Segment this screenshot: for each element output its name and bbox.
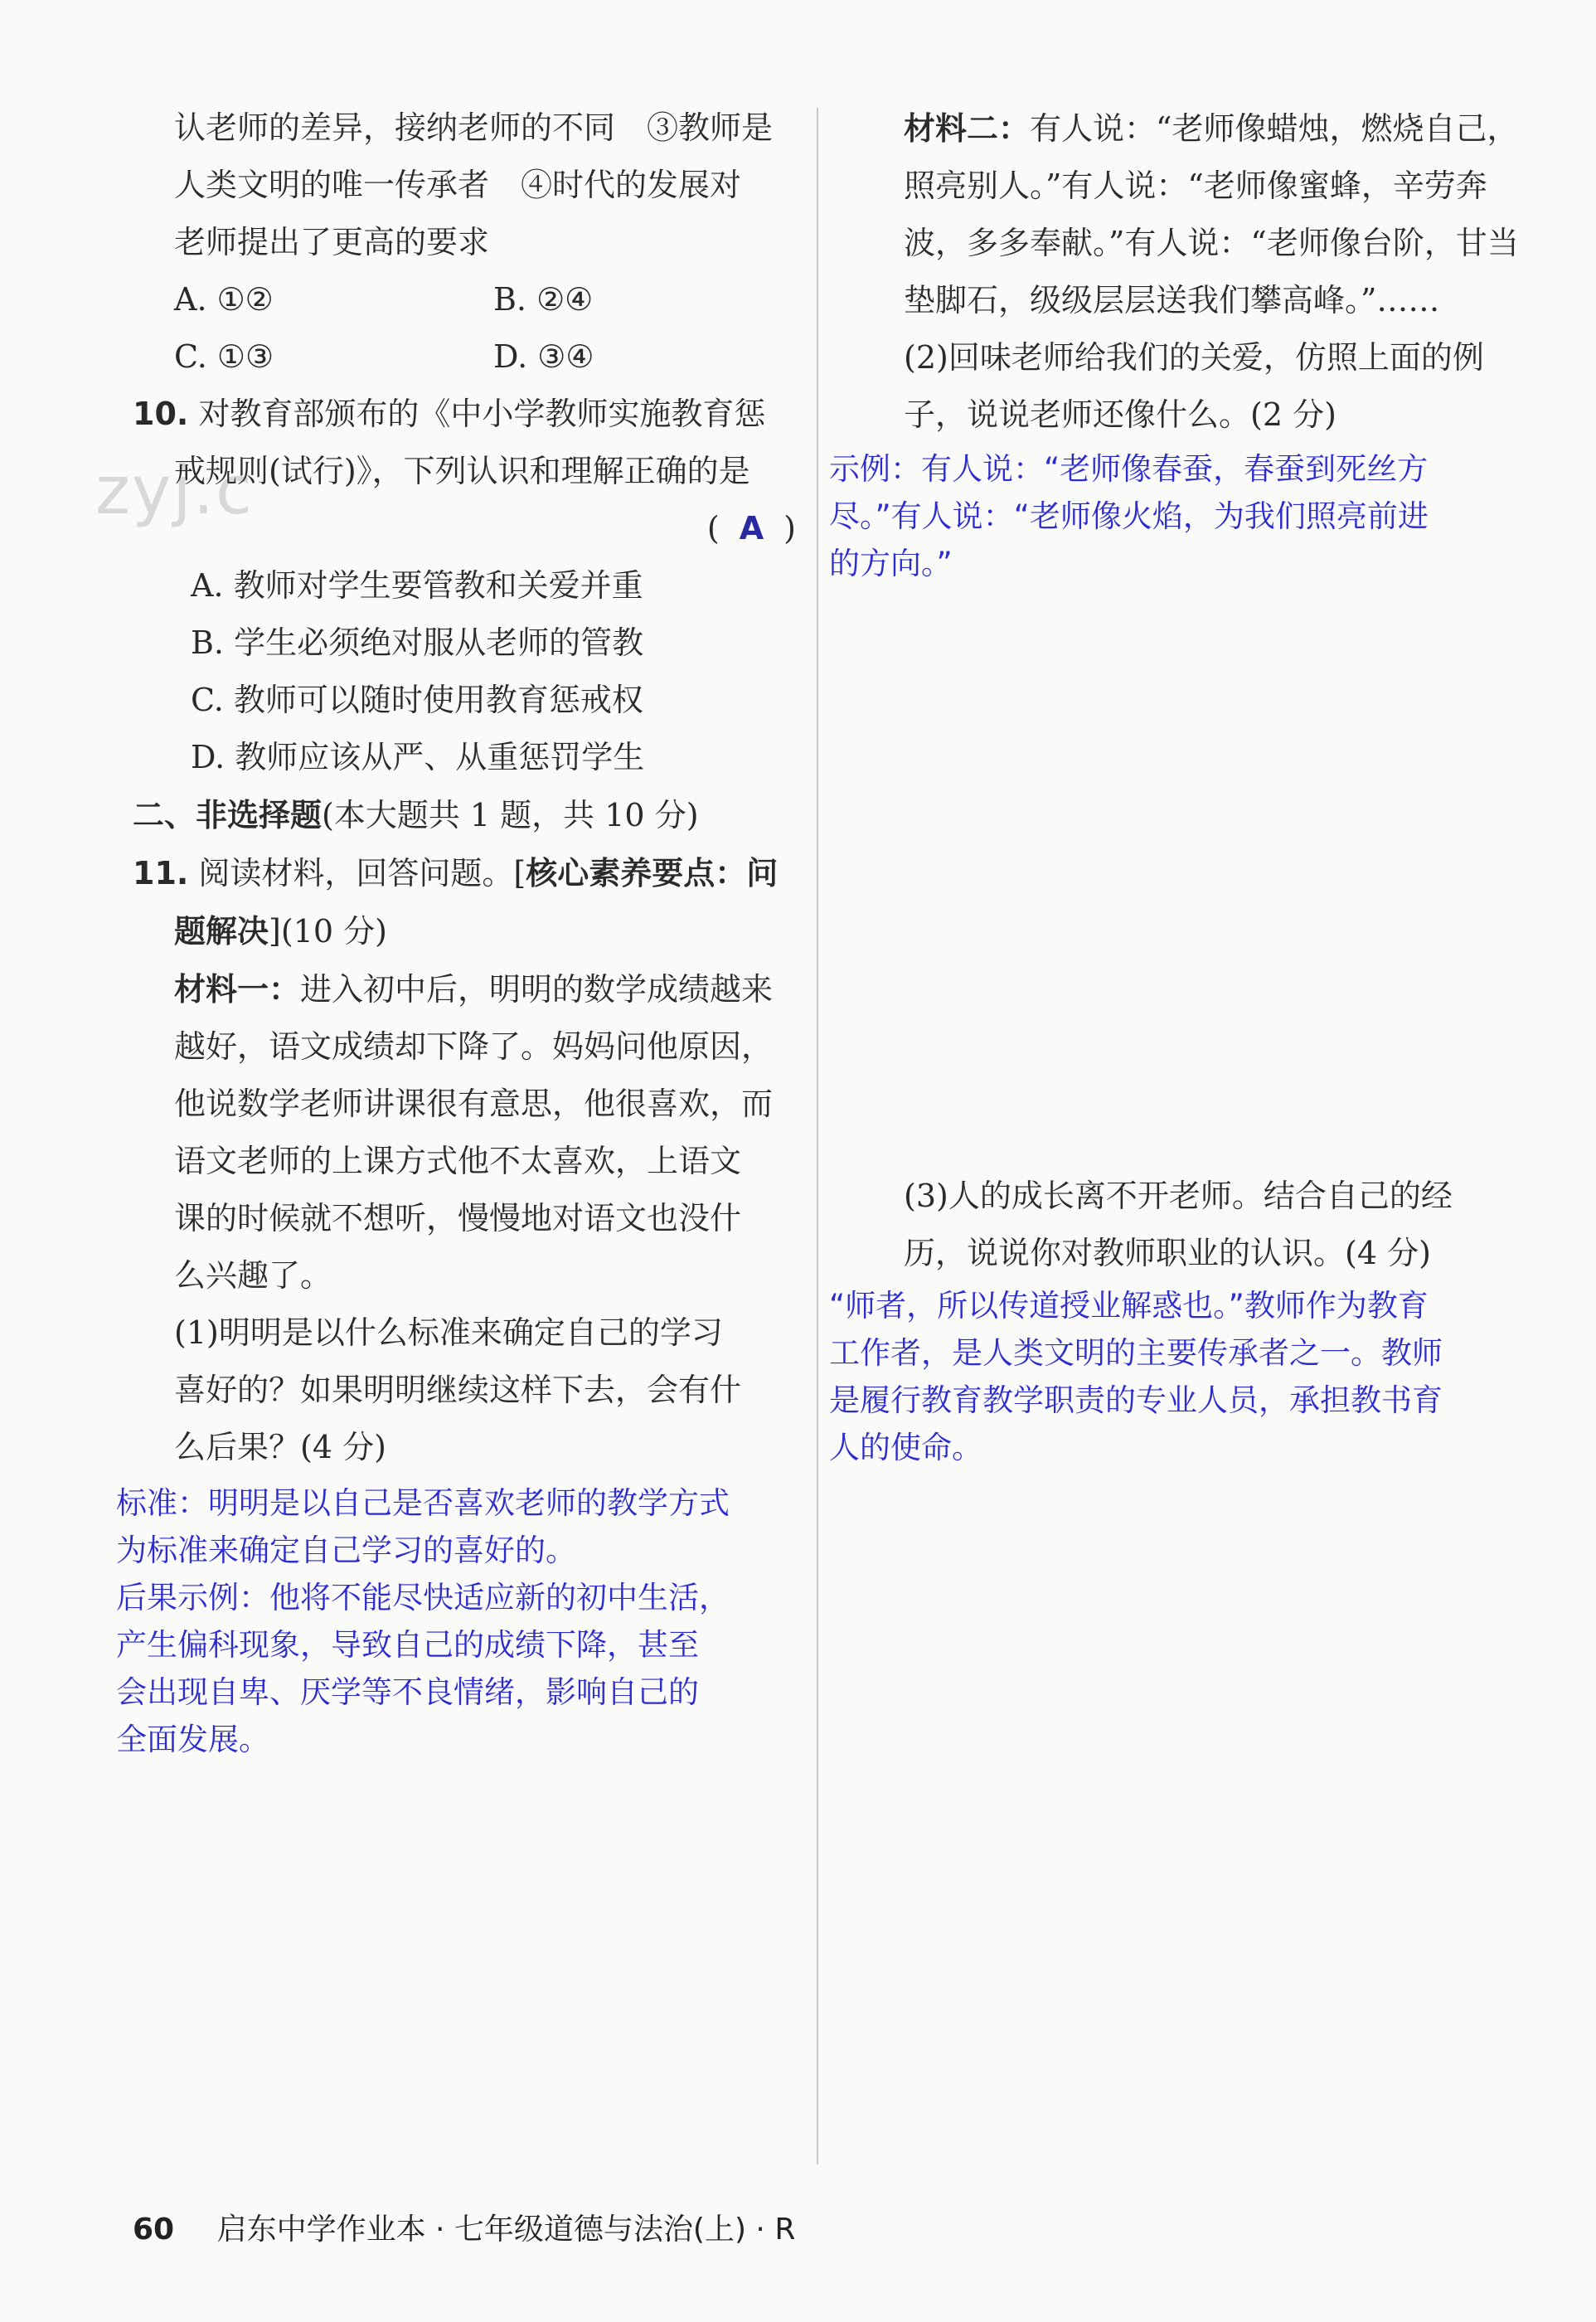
q9-option-c: C. ①③ (174, 338, 274, 375)
material2-label: 材料二： (904, 109, 1031, 147)
answer-line: 尽。”有人说：“老师像火焰，为我们照亮前进 (829, 498, 1429, 534)
column-divider (817, 108, 818, 2164)
material1-line: 课的时候就不想听，慢慢地对语文也没什 (174, 1200, 742, 1236)
q9-option-b: B. ②④ (493, 281, 594, 318)
answer-line: 人的使命。 (829, 1430, 982, 1465)
answer-line: 全面发展。 (116, 1722, 269, 1757)
q10-number: 10. (133, 396, 189, 432)
answer-line: 后果示例：他将不能尽快适应新的初中生活， (116, 1580, 730, 1615)
subq1-line: 喜好的？如果明明继续这样下去，会有什 (174, 1372, 742, 1408)
answer-line: 示例：有人说：“老师像春蚕，春蚕到死丝方 (829, 451, 1429, 487)
section2-note: (本大题共 1 题，共 10 分) (322, 797, 699, 833)
page-footer (133, 2206, 795, 2248)
q10-option: D. 教师应该从严、从重惩罚学生 (191, 739, 645, 775)
q11-stem-line (133, 844, 813, 902)
subq3-line: (3)人的成长离不开老师。结合自己的经 (904, 1178, 1453, 1214)
book-title: 启东中学作业本 · 七年级道德与法治(上) · R (216, 2213, 796, 2247)
material2-line: 照亮别人。”有人说：“老师像蜜蜂，辛劳奔 (904, 168, 1487, 204)
material2-line: 垫脚石，级级层层送我们攀高峰。”…… (904, 282, 1440, 318)
answer-line: 为标准来确定自己学习的喜好的。 (116, 1533, 576, 1568)
subq3-block (829, 1168, 1526, 1282)
watermark: zyj.c (95, 452, 254, 529)
q9-options-row (133, 271, 813, 328)
q9-continuation-line: 老师提出了更高的要求 (174, 224, 490, 260)
answer-line: “师者，所以传道授业解惑也。”教师作为教育 (829, 1288, 1429, 1324)
q9-continuation-line: 人类文明的唯一传承者 ④时代的发展对 (174, 167, 742, 203)
subq3-line: 历，说说你对教师职业的认识。(4 分) (904, 1235, 1431, 1271)
material1-text: 进入初中后，明明的数学成绩越来 (300, 971, 774, 1008)
material1-label: 材料一： (174, 970, 301, 1008)
q9-option-d: D. ③④ (493, 338, 594, 375)
q10-option: B. 学生必须绝对服从老师的管教 (191, 624, 644, 661)
subq2-line: (2)回味老师给我们的关爱，仿照上面的例 (904, 339, 1484, 376)
q10-stem-line: 戒规则(试行)》，下列认识和理解正确的是 (174, 453, 750, 489)
q10-text: 对教育部颁布的《中小学教师实施教育惩 (198, 396, 766, 432)
material2-line: 波，多多奉献。”有人说：“老师像台阶，甘当 (904, 225, 1519, 261)
q11-stem-line (133, 902, 813, 960)
q10-stem-line (133, 386, 813, 443)
paren-right: ) (783, 510, 796, 546)
material1-line: 他说数学老师讲课很有意思，他很喜欢，而 (174, 1086, 774, 1122)
material1-line: 么兴趣了。 (174, 1257, 332, 1294)
q10-answer-bracket (133, 500, 813, 557)
subq2-answer (829, 445, 1526, 587)
q9-continuation-line: 认老师的差异，接纳老师的不同 ③教师是 (174, 109, 774, 146)
paren-left: ( (706, 510, 720, 546)
answer-line: 的方向。” (829, 546, 953, 581)
q10-answer: A (739, 510, 764, 546)
material1-line (133, 960, 813, 1018)
subq1-line: 么后果？(4 分) (174, 1429, 386, 1465)
material2-text: 有人说：“老师像蜡烛，燃烧自己， (1030, 110, 1519, 147)
q11-text: 阅读材料，回答问题。[ (198, 855, 526, 891)
material1-line: 越好，语文成绩却下降了。妈妈问他原因， (174, 1028, 774, 1065)
page-number: 60 (133, 2213, 175, 2247)
material2-line (829, 100, 1526, 158)
material1-line: 语文老师的上课方式他不太喜欢，上语文 (174, 1143, 742, 1179)
subq1-line: (1)明明是以什么标准来确定自己的学习 (174, 1314, 723, 1351)
q10-option: A. 教师对学生要管教和关爱并重 (191, 567, 643, 604)
q10-option: C. 教师可以随时使用教育惩戒权 (191, 682, 643, 718)
subq3-answer (829, 1282, 1526, 1471)
left-column (116, 100, 813, 1763)
q9-options-row (133, 328, 813, 386)
section2-heading (133, 786, 813, 844)
answer-line: 是履行教育教学职责的专业人员，承担教书育 (829, 1382, 1443, 1418)
answer-line: 工作者，是人类文明的主要传承者之一。教师 (829, 1335, 1443, 1371)
answer-line: 标准：明明是以自己是否喜欢老师的教学方式 (116, 1485, 730, 1521)
subq1-answer (116, 1479, 813, 1763)
answer-line: 产生偏科现象，导致自己的成绩下降，甚至 (116, 1627, 699, 1663)
q11-score: ](10 分) (269, 913, 387, 950)
q9-option-a: A. ①② (174, 281, 274, 318)
q11-core-label-cont: 题解决 (174, 912, 269, 950)
answer-line: 会出现自卑、厌学等不良情绪，影响自己的 (116, 1674, 699, 1710)
section2-title: 二、非选择题 (133, 796, 323, 833)
subq2-line: 子，说说老师还像什么。(2 分) (904, 396, 1336, 433)
right-column (829, 100, 1526, 1471)
q11-number: 11. (133, 855, 189, 891)
q11-core-label: 核心素养要点：问 (526, 854, 779, 891)
